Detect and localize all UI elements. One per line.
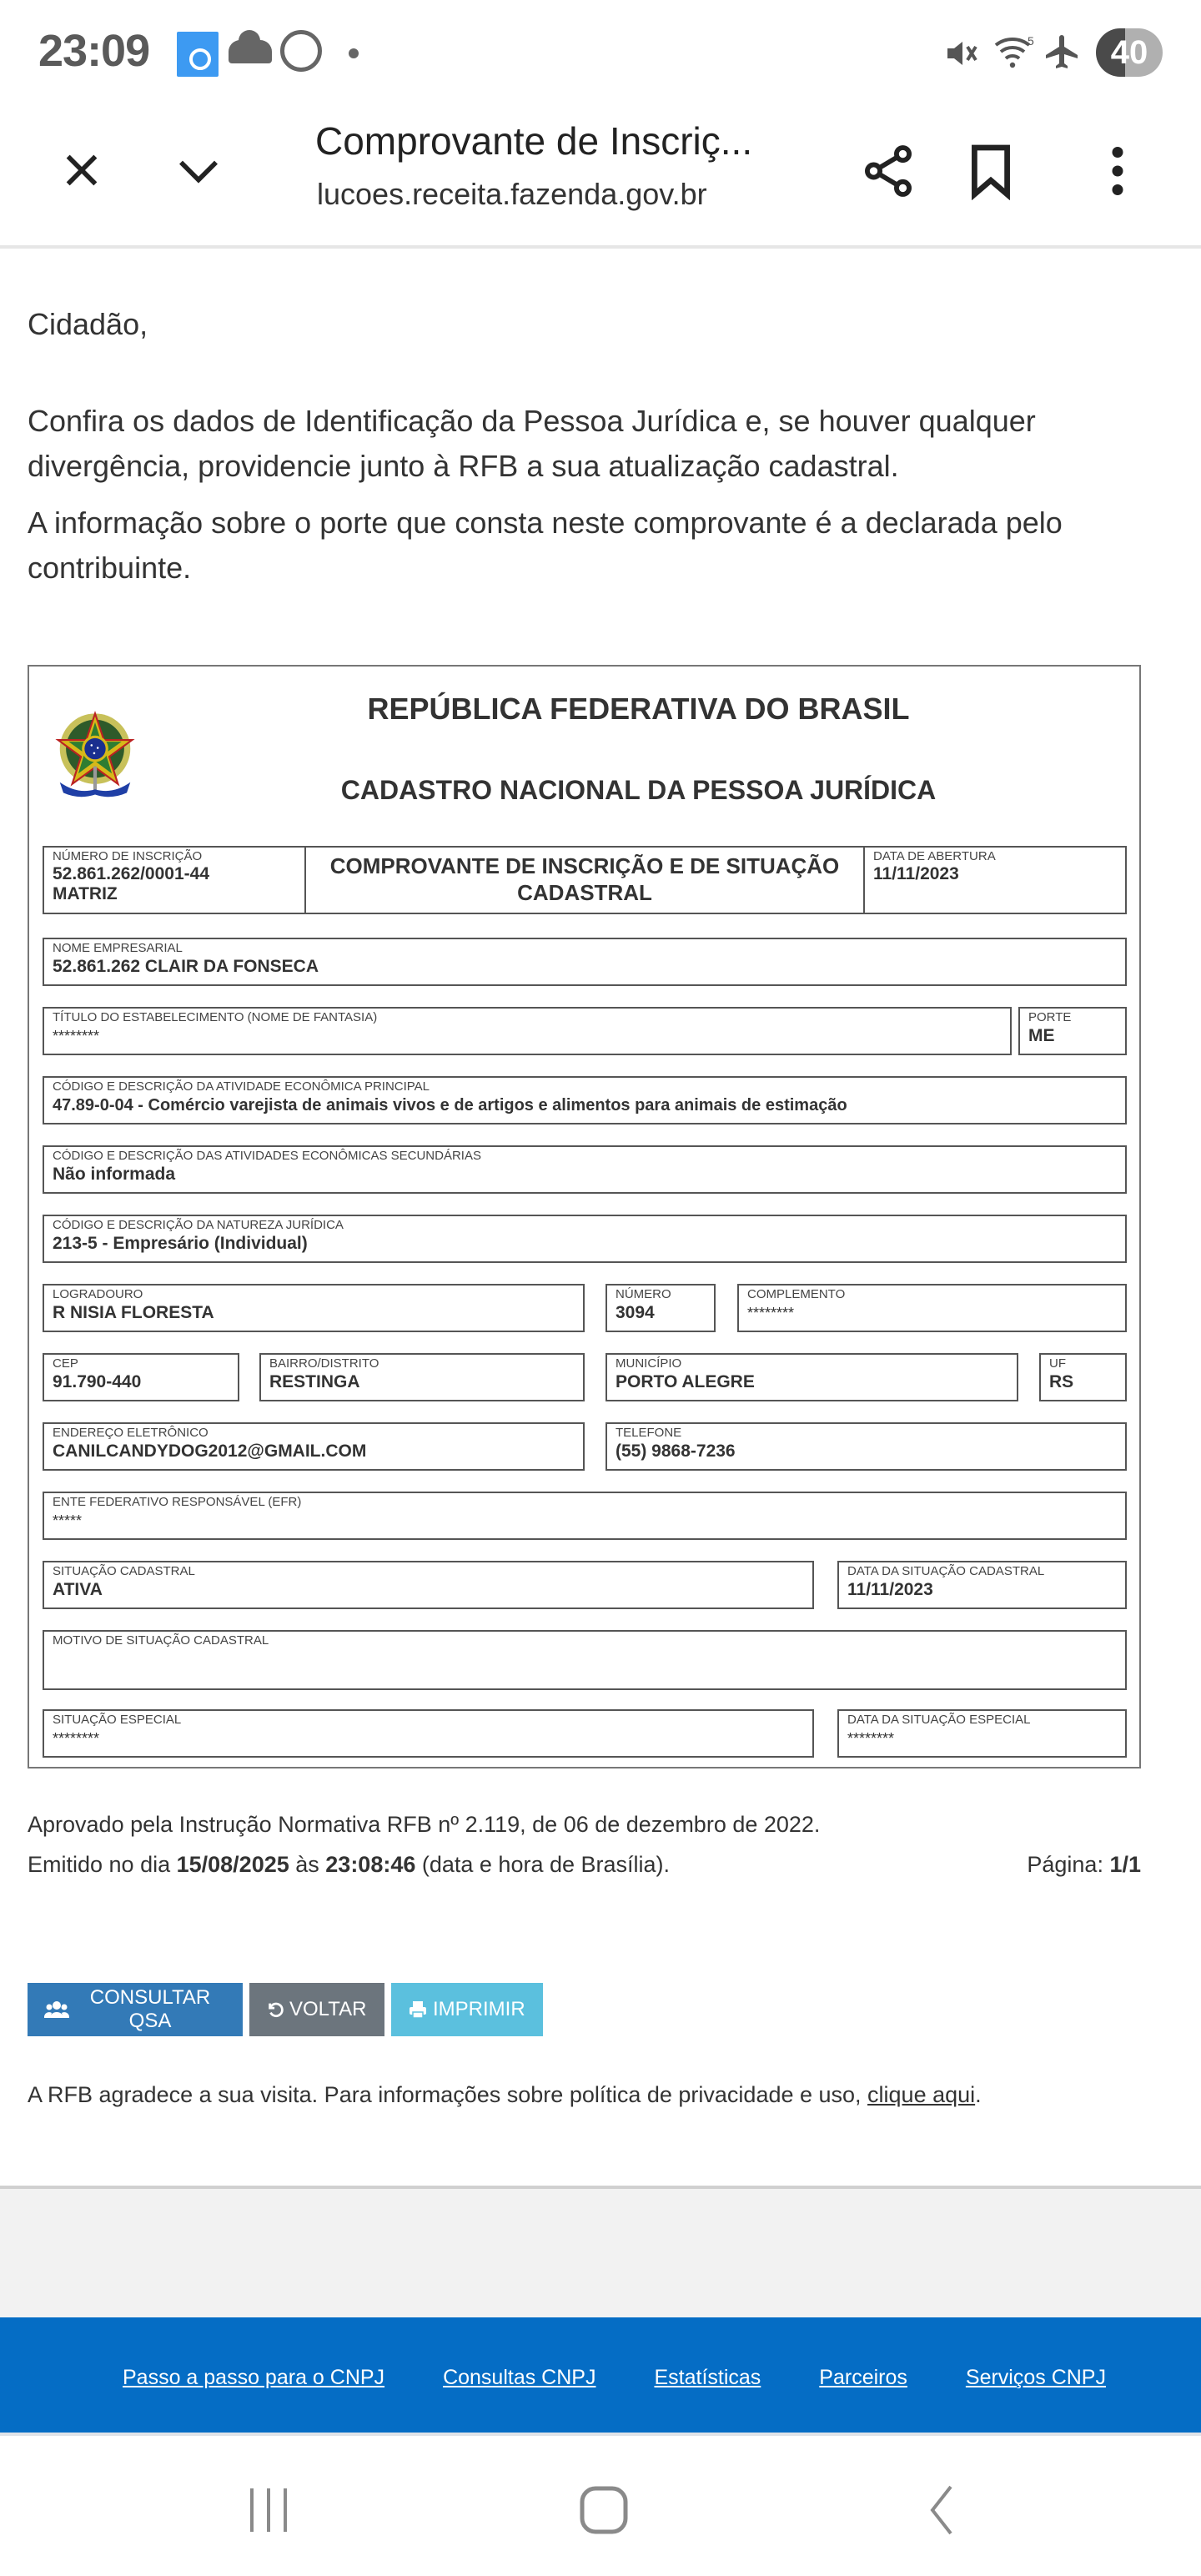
field-natureza-juridica [43, 1215, 1127, 1263]
opening-date-cell [865, 848, 1125, 913]
intro-paragraph-2: A informação sobre o porte que consta neste comprovante é a declarada pelo contribuinte. [28, 506, 1063, 585]
field-porte [1018, 1007, 1127, 1055]
field-data-situacao-especial [837, 1709, 1127, 1758]
field-email [43, 1422, 585, 1471]
field-label: SITUAÇÃO CADASTRAL [53, 1564, 195, 1578]
close-button[interactable] [50, 138, 113, 202]
page-label: Página: [1027, 1852, 1110, 1877]
field-value: RS [1049, 1372, 1074, 1391]
more-vert-icon [1109, 144, 1126, 198]
field-label: ENTE FEDERATIVO RESPONSÁVEL (EFR) [53, 1495, 302, 1509]
field-value: ATIVA [53, 1580, 103, 1599]
field-situacao-cadastral [43, 1561, 814, 1609]
field-situacao-especial [43, 1709, 814, 1758]
intro-paragraph-1: Confira os dados de Identificação da Pessoa Jurídica e, se houver qualquer divergência, providencie junto à RFB a sua atualização cadastral. [28, 404, 1036, 483]
field-atividades-secundarias [43, 1145, 1127, 1194]
footer-link-passo-a-passo[interactable]: Passo a passo para o CNPJ [123, 2366, 385, 2389]
field-label: BAIRRO/DISTRITO [269, 1356, 379, 1371]
field-titulo-estabelecimento [43, 1007, 1012, 1055]
bookmark-icon [967, 142, 1014, 200]
field-label: NÚMERO [616, 1287, 671, 1301]
certificate-center-title: COMPROVANTE DE INSCRIÇÃO E DE SITUAÇÃO CADASTRAL [306, 848, 865, 913]
consultar-qsa-button[interactable] [28, 1983, 243, 2036]
svg-text:5: 5 [1028, 34, 1034, 48]
wifi-icon [992, 32, 1039, 81]
field-label: NOME EMPRESARIAL [53, 941, 183, 955]
field-value: ***** [53, 1512, 83, 1529]
more-options-button[interactable] [1084, 133, 1151, 209]
privacy-suffix: . [975, 2082, 982, 2107]
field-value: 91.790-440 [53, 1372, 142, 1391]
greeting: Cidadão, [28, 307, 148, 341]
cloud-icon [229, 40, 272, 63]
doc-title: REPÚBLICA FEDERATIVA DO BRASIL [367, 692, 910, 726]
inscription-number-value: 52.861.262/0001-44 [53, 864, 210, 883]
emission-prefix: Emitido no dia [28, 1852, 177, 1877]
field-label: CÓDIGO E DESCRIÇÃO DA NATUREZA JURÍDICA [53, 1218, 344, 1232]
intro-text [28, 302, 1178, 602]
field-logradouro [43, 1284, 585, 1332]
field-value: ******** [747, 1305, 795, 1321]
footer-link-servicos[interactable]: Serviços CNPJ [965, 2366, 1106, 2389]
field-value: 11/11/2023 [847, 1580, 933, 1599]
inscription-number-cell [44, 848, 306, 913]
field-label: DATA DA SITUAÇÃO ESPECIAL [847, 1713, 1031, 1727]
cnpj-certificate [28, 665, 1141, 1768]
field-label: PORTE [1028, 1010, 1072, 1024]
field-data-situacao-cadastral [837, 1561, 1127, 1609]
privacy-text: A RFB agradece a sua visita. Para informações sobre política de privacidade e uso, [28, 2082, 868, 2107]
back-icon [924, 2485, 957, 2535]
emission-mid: às [289, 1852, 326, 1877]
field-uf [1039, 1353, 1127, 1401]
field-value: PORTO ALEGRE [616, 1372, 755, 1391]
whatsapp-icon [280, 30, 322, 72]
field-value: ******** [53, 1730, 100, 1747]
undo-icon [266, 2000, 284, 2020]
emission-time: 23:08:46 [325, 1852, 416, 1877]
emission-note [28, 1852, 670, 1878]
field-label: MOTIVO DE SITUAÇÃO CADASTRAL [53, 1633, 269, 1648]
notification-dot-icon [349, 48, 359, 58]
bookmark-button[interactable] [957, 133, 1024, 209]
field-label: CÓDIGO E DESCRIÇÃO DA ATIVIDADE ECONÔMICA PRINCIPAL [53, 1079, 430, 1094]
page-url[interactable]: lucoes.receita.fazenda.gov.br [317, 177, 707, 211]
field-label: TELEFONE [616, 1426, 682, 1440]
field-cep [43, 1353, 239, 1401]
certificate-header-row [43, 846, 1127, 914]
field-value: R NISIA FLORESTA [53, 1303, 214, 1322]
field-bairro [259, 1353, 585, 1401]
home-button[interactable] [570, 2481, 637, 2539]
field-complemento [737, 1284, 1127, 1332]
close-icon [58, 147, 105, 194]
consultar-qsa-label: CONSULTAR QSA [89, 1986, 211, 2032]
field-label: MUNICÍPIO [616, 1356, 682, 1371]
field-value: CANILCANDYDOG2012@GMAIL.COM [53, 1441, 367, 1461]
field-nome-empresarial [43, 938, 1127, 986]
field-label: SITUAÇÃO ESPECIAL [53, 1713, 182, 1727]
voltar-button[interactable] [249, 1983, 384, 2036]
home-icon [579, 2485, 629, 2535]
inscription-number-label: NÚMERO DE INSCRIÇÃO [53, 849, 203, 863]
gallery-icon [177, 32, 219, 77]
privacy-note [28, 2082, 982, 2108]
action-buttons [28, 1983, 543, 2036]
voltar-label: VOLTAR [289, 1998, 367, 2020]
field-atividade-principal [43, 1076, 1127, 1124]
page-indicator [1027, 1852, 1141, 1878]
print-icon [408, 2000, 428, 2020]
footer-link-consultas[interactable]: Consultas CNPJ [443, 2366, 596, 2389]
field-value: ME [1028, 1026, 1055, 1045]
field-label: DATA DA SITUAÇÃO CADASTRAL [847, 1564, 1045, 1578]
field-value: 213-5 - Empresário (Individual) [53, 1234, 308, 1253]
emission-suffix: (data e hora de Brasília). [415, 1852, 671, 1877]
recent-apps-button[interactable] [235, 2481, 302, 2539]
chevron-down-icon [172, 147, 225, 194]
field-motivo-situacao [43, 1630, 1127, 1690]
field-value: Não informada [53, 1165, 176, 1184]
recent-apps-icon [244, 2487, 294, 2533]
privacy-link[interactable]: clique aqui [867, 2082, 976, 2107]
field-value: RESTINGA [269, 1372, 360, 1391]
field-label: LOGRADOURO [53, 1287, 143, 1301]
opening-date-value: 11/11/2023 [873, 864, 959, 883]
users-icon [44, 2000, 69, 2019]
footer-link-parceiros[interactable]: Parceiros [819, 2366, 907, 2389]
field-value: (55) 9868-7236 [616, 1441, 736, 1461]
imprimir-button[interactable] [391, 1983, 543, 2036]
share-icon [859, 142, 917, 200]
field-value: ******** [847, 1730, 895, 1747]
field-telefone [606, 1422, 1127, 1471]
site-footer [0, 2317, 1201, 2436]
doc-subtitle: CADASTRO NACIONAL DA PESSOA JURÍDICA [340, 775, 937, 805]
emission-date: 15/08/2025 [176, 1852, 289, 1877]
field-label: UF [1049, 1356, 1066, 1371]
mute-icon [942, 33, 982, 83]
footer-links [123, 2366, 1106, 2390]
field-efr [43, 1492, 1127, 1540]
share-button[interactable] [851, 133, 926, 209]
status-bar [0, 0, 1201, 108]
page-spacer [0, 2186, 1201, 2319]
imprimir-label: IMPRIMIR [433, 1998, 525, 2020]
field-value: 52.861.262 CLAIR DA FONSECA [53, 957, 319, 976]
field-label: ENDEREÇO ELETRÔNICO [53, 1426, 209, 1440]
field-value: ******** [53, 1028, 100, 1044]
field-label: COMPLEMENTO [747, 1287, 846, 1301]
field-value: 3094 [616, 1303, 655, 1322]
page-value: 1/1 [1109, 1852, 1141, 1877]
battery-icon: 40 [1096, 28, 1163, 77]
establishment-type-value: MATRIZ [53, 884, 118, 903]
page-title: Comprovante de Inscriç... [315, 119, 753, 163]
airplane-icon [1043, 30, 1083, 83]
footer-link-estatisticas[interactable]: Estatísticas [654, 2366, 761, 2389]
back-button[interactable] [907, 2481, 974, 2539]
opening-date-label: DATA DE ABERTURA [873, 849, 996, 863]
field-numero [606, 1284, 716, 1332]
field-label: TÍTULO DO ESTABELECIMENTO (NOME DE FANTASIA) [53, 1010, 378, 1024]
status-time: 23:09 [38, 26, 150, 76]
field-value: 47.89-0-04 - Comércio varejista de animais vivos e de artigos e alimentos para animais de estimação [53, 1096, 847, 1114]
system-nav-bar [0, 2439, 1201, 2576]
browser-toolbar [0, 108, 1201, 249]
approval-note: Aprovado pela Instrução Normativa RFB nº 2.119, de 06 de dezembro de 2022. [28, 1812, 821, 1837]
field-label: CEP [53, 1356, 78, 1371]
field-municipio [606, 1353, 1018, 1401]
minimize-button[interactable] [165, 138, 232, 202]
field-label: CÓDIGO E DESCRIÇÃO DAS ATIVIDADES ECONÔMICAS SECUNDÁRIAS [53, 1149, 481, 1163]
